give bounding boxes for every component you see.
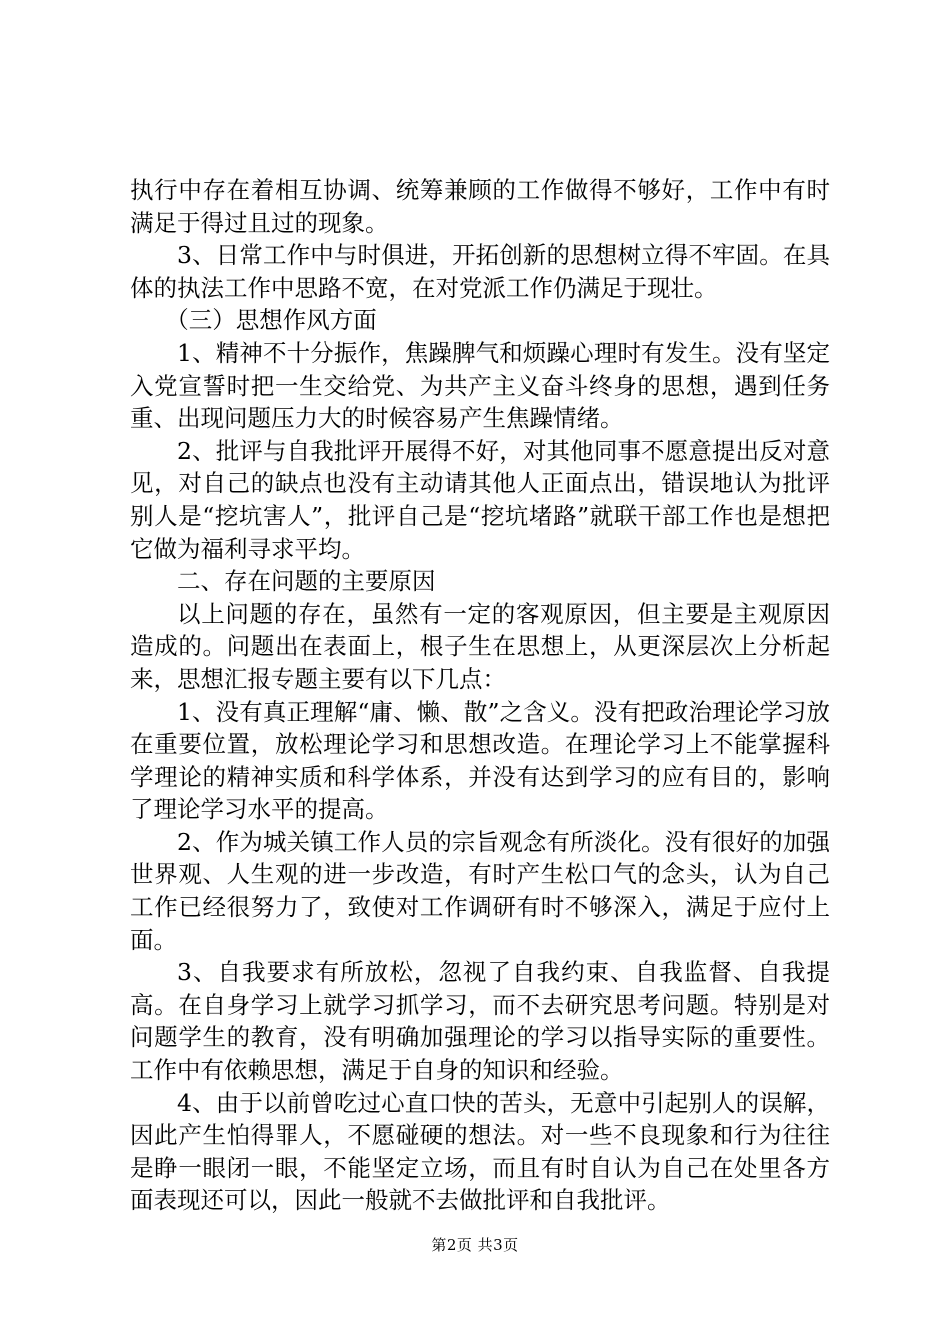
paragraph-cause-1: 1、没有真正理解“庸、懒、散”之含义。没有把政治理论学习放在重要位置，放松理论学习和思想改造。在理论学习上不能掌握科学理论的精神实质和科学体系，并没有达到学习的应有目的，影响了理论学习水平的提高。: [130, 697, 830, 824]
paragraph-cause-3: 3、自我要求有所放松，忽视了自我约束、自我监督、自我提高。在自身学习上就学习抓学习，而不去研究思考问题。特别是对问题学生的教育，没有明确加强理论的学习以指导实际的重要性。工作中有依赖思想，满足于自身的知识和经验。: [130, 958, 830, 1085]
paragraph-intro: 以上问题的存在，虽然有一定的客观原因，但主要是主观原因造成的。问题出在表面上，根子生在思想上，从更深层次上分析起来，思想汇报专题主要有以下几点：: [130, 599, 830, 693]
page-number-footer: 第2页 共3页: [431, 1236, 519, 1254]
paragraph-continuation: 执行中存在着相互协调、统筹兼顾的工作做得不够好，工作中有时满足于得过且过的现象。: [130, 176, 830, 237]
paragraph-item-1: 1、精神不十分振作，焦躁脾气和烦躁心理时有发生。没有坚定入党宣誓时把一生交给党、为共产主义奋斗终身的思想，遇到任务重、出现问题压力大的时候容易产生焦躁情绪。: [130, 338, 830, 433]
paragraph-cause-4: 4、由于以前曾吃过心直口快的苦头，无意中引起别人的误解，因此产生怕得罪人，不愿碰硬的想法。对一些不良现象和行为往往是睁一眼闭一眼，不能坚定立场，而且有时自认为自己在处里各方面表现还可以，因此一般就不去做批评和自我批评。: [130, 1088, 830, 1215]
paragraph-cause-2: 2、作为城关镇工作人员的宗旨观念有所淡化。没有很好的加强世界观、人生观的进一步改造，有时产生松口气的念头，认为自己工作已经很努力了，致使对工作调研有时不够深入，满足于应付上面。: [130, 827, 830, 954]
section-heading-main-causes: 二、存在问题的主要原因: [177, 567, 436, 596]
section-heading-thought-style: （三）思想作风方面: [165, 306, 377, 335]
paragraph-item-3: 3、日常工作中与时俱进，开拓创新的思想树立得不牢固。在具体的执法工作中思路不宽，在对党派工作仍满足于现壮。: [130, 241, 830, 302]
paragraph-item-2: 2、批评与自我批评开展得不好，对其他同事不愿意提出反对意见，对自己的缺点也没有主动请其他人正面点出，错误地认为批评别人是“挖坑害人”，批评自己是“挖坑堵路”就联干部工作也是想把它做为福利寻求平均。: [130, 436, 830, 563]
document-body: [130, 174, 830, 1217]
